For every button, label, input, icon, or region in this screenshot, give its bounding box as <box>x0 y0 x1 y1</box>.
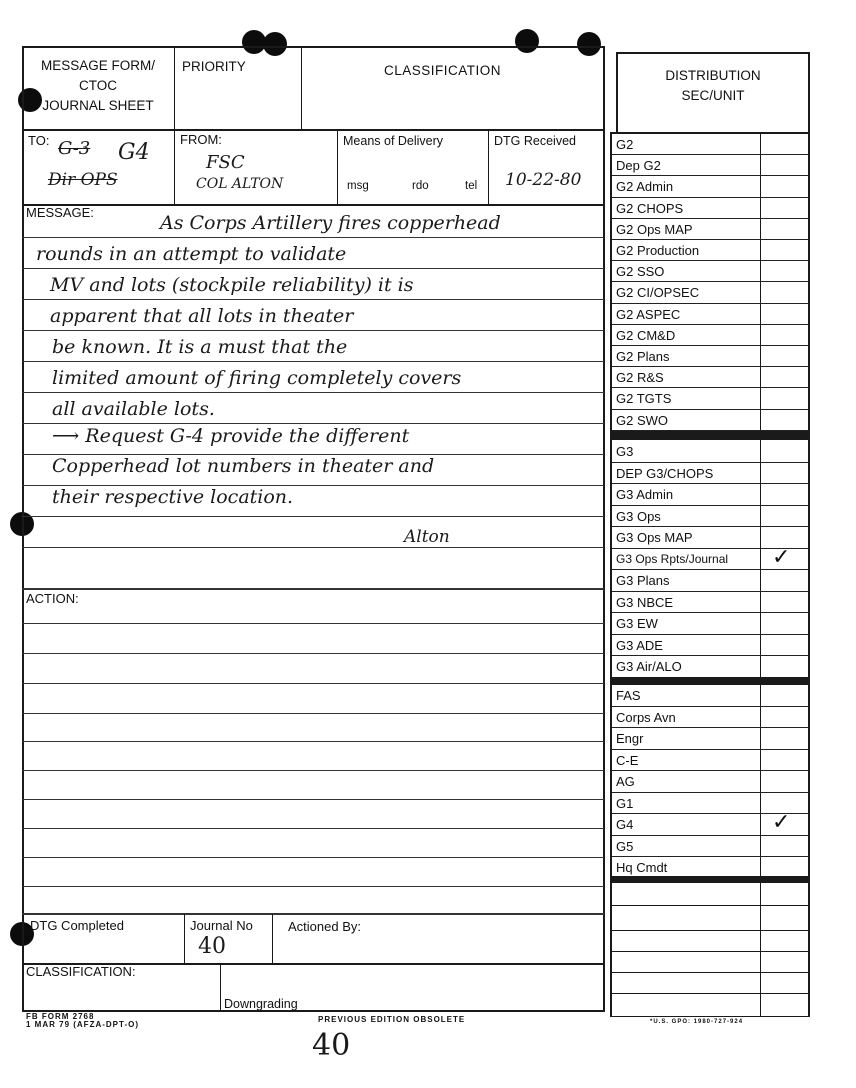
distribution-row <box>612 282 808 303</box>
distribution-row <box>612 219 808 240</box>
journal-no-value: 40 <box>198 934 226 959</box>
distribution-row-label: G1 <box>616 795 634 811</box>
page-number: 40 <box>312 1028 351 1063</box>
from-handwritten: FSC <box>206 152 245 173</box>
to-label: TO: <box>28 133 50 148</box>
distribution-row-label: G2 CI/OPSEC <box>616 285 700 301</box>
distribution-row-label: G2 TGTS <box>616 391 672 407</box>
message-label: MESSAGE: <box>26 205 94 220</box>
message-line: MV and lots (stockpile reliability) it is <box>50 274 414 296</box>
from-label: FROM: <box>180 132 222 147</box>
distribution-row-label: G2 Plans <box>616 349 670 364</box>
distribution-row <box>612 707 808 729</box>
distribution-row <box>612 176 808 197</box>
distribution-row-label: G2 ASPEC <box>616 306 681 322</box>
distribution-row-label: G2 SSO <box>616 264 665 280</box>
distribution-row-label: G2 R&S <box>616 370 664 386</box>
distribution-row <box>612 134 808 155</box>
to-handwritten: G4 <box>118 140 150 165</box>
message-line: all available lots. <box>52 398 215 420</box>
distribution-row <box>612 367 808 388</box>
to-handwritten-2: Dir OPS <box>48 170 118 190</box>
message-line: limited amount of firing completely covers <box>52 367 462 389</box>
message-line: ⟶ Request G-4 provide the different <box>52 425 410 447</box>
message-line: be known. It is a must that the <box>52 336 348 358</box>
distribution-row-label: G2 Ops MAP <box>616 221 693 237</box>
form-title: MESSAGE FORM/ CTOC JOURNAL SHEET <box>40 58 155 113</box>
distribution-row <box>612 570 808 592</box>
distribution-row-label: Dep G2 <box>616 158 661 174</box>
message-line: rounds in an attempt to validate <box>36 243 347 265</box>
distribution-row-label: G2 <box>616 137 634 152</box>
distribution-row-label: G3 Ops Rpts/Journal <box>616 551 729 566</box>
distribution-row <box>612 261 808 282</box>
distribution-row-label: G3 EW <box>616 616 658 631</box>
distribution-row <box>612 656 808 678</box>
distribution-row-label: G3 NBCE <box>616 594 674 610</box>
dtg-received-value: 10-22-80 <box>505 170 582 190</box>
distribution-row <box>612 750 808 772</box>
distribution-row-label: G2 Production <box>616 243 700 258</box>
distribution-row-label: Corps Avn <box>616 709 676 725</box>
distribution-row-label: G3 Ops MAP <box>616 530 693 545</box>
gpo-note: *U.S. GPO: 1980-727-924 <box>650 1019 744 1025</box>
distribution-row <box>612 635 808 657</box>
distribution-row <box>612 685 808 707</box>
delivery-option-msg: msg <box>347 180 369 192</box>
message-line: Copperhead lot numbers in theater and <box>52 455 435 477</box>
distribution-row <box>612 544 808 571</box>
distribution-row-label: Engr <box>616 731 644 746</box>
distribution-row-label: G4 <box>616 817 634 832</box>
distribution-row-label: G3 Ops <box>616 508 661 524</box>
distribution-row <box>612 810 808 836</box>
distribution-row <box>612 155 808 176</box>
from-handwritten-2: COL ALTON <box>196 176 284 192</box>
check-mark-icon: ✓ <box>772 544 791 570</box>
distribution-row <box>612 484 808 506</box>
distribution-row-label: FAS <box>616 688 641 703</box>
distribution-row <box>612 836 808 858</box>
distribution-row-label: G3 <box>616 444 634 459</box>
distribution-row <box>612 771 808 793</box>
distribution-row-label: G2 Admin <box>616 179 674 195</box>
distribution-row <box>612 441 808 463</box>
signature: Alton <box>404 527 450 547</box>
punch-hole <box>263 32 287 56</box>
distribution-row-label: G5 <box>616 838 634 854</box>
distribution-row <box>612 388 808 409</box>
distribution-row <box>612 410 808 431</box>
distribution-row-label: C-E <box>616 752 639 768</box>
message-line: apparent that all lots in theater <box>50 305 354 327</box>
distribution-row-label: G2 SWO <box>616 412 669 428</box>
form-id: FB FORM 2768 1 MAR 79 (AFZA-DPT-O) <box>26 1012 139 1029</box>
previous-edition-note: PREVIOUS EDITION OBSOLETE <box>318 1015 466 1024</box>
distribution-row-label: G2 CM&D <box>616 327 676 343</box>
distribution-row <box>612 463 808 485</box>
delivery-option-rdo: rdo <box>412 180 429 192</box>
dtg-received-label: DTG Received <box>494 134 576 148</box>
distribution-row <box>612 325 808 346</box>
priority-label: PRIORITY <box>182 59 246 74</box>
distribution-row <box>612 346 808 367</box>
check-mark-icon: ✓ <box>772 810 791 835</box>
distribution-row-label: G2 CHOPS <box>616 200 684 216</box>
distribution-row-label: G3 Air/ALO <box>616 659 682 674</box>
distribution-header: DISTRIBUTION SEC/UNIT <box>665 68 761 103</box>
dtg-completed-label: DTG Completed <box>30 918 124 933</box>
distribution-row <box>612 506 808 528</box>
delivery-option-tel: tel <box>465 180 478 192</box>
distribution-row-label: G3 Admin <box>616 487 674 502</box>
distribution-row <box>612 304 808 325</box>
action-label: ACTION: <box>26 591 79 606</box>
message-line: their respective location. <box>52 486 294 508</box>
classification-label: CLASSIFICATION <box>384 63 502 78</box>
distribution-row <box>612 240 808 261</box>
distribution-row-label: AG <box>616 774 635 789</box>
distribution-row <box>612 728 808 750</box>
punch-hole <box>577 32 601 56</box>
distribution-row <box>612 613 808 635</box>
distribution-row-label: DEP G3/CHOPS <box>616 465 714 481</box>
distribution-row <box>612 592 808 614</box>
punch-hole <box>515 29 539 53</box>
distribution-row <box>612 198 808 219</box>
to-struck-value: G-3 <box>58 138 91 159</box>
message-line: As Corps Artillery fires copperhead <box>160 212 501 234</box>
delivery-label: Means of Delivery <box>343 134 444 148</box>
classification-footer-label: CLASSIFICATION: <box>26 964 136 979</box>
distribution-row-label: G3 ADE <box>616 637 663 653</box>
journal-no-label: Journal No <box>190 918 253 933</box>
distribution-row-label: G3 Plans <box>616 573 670 588</box>
actioned-by-label: Actioned By: <box>288 919 361 934</box>
downgrading-label: Downgrading <box>224 997 298 1011</box>
distribution-row-label: Hq Cmdt <box>616 860 668 875</box>
